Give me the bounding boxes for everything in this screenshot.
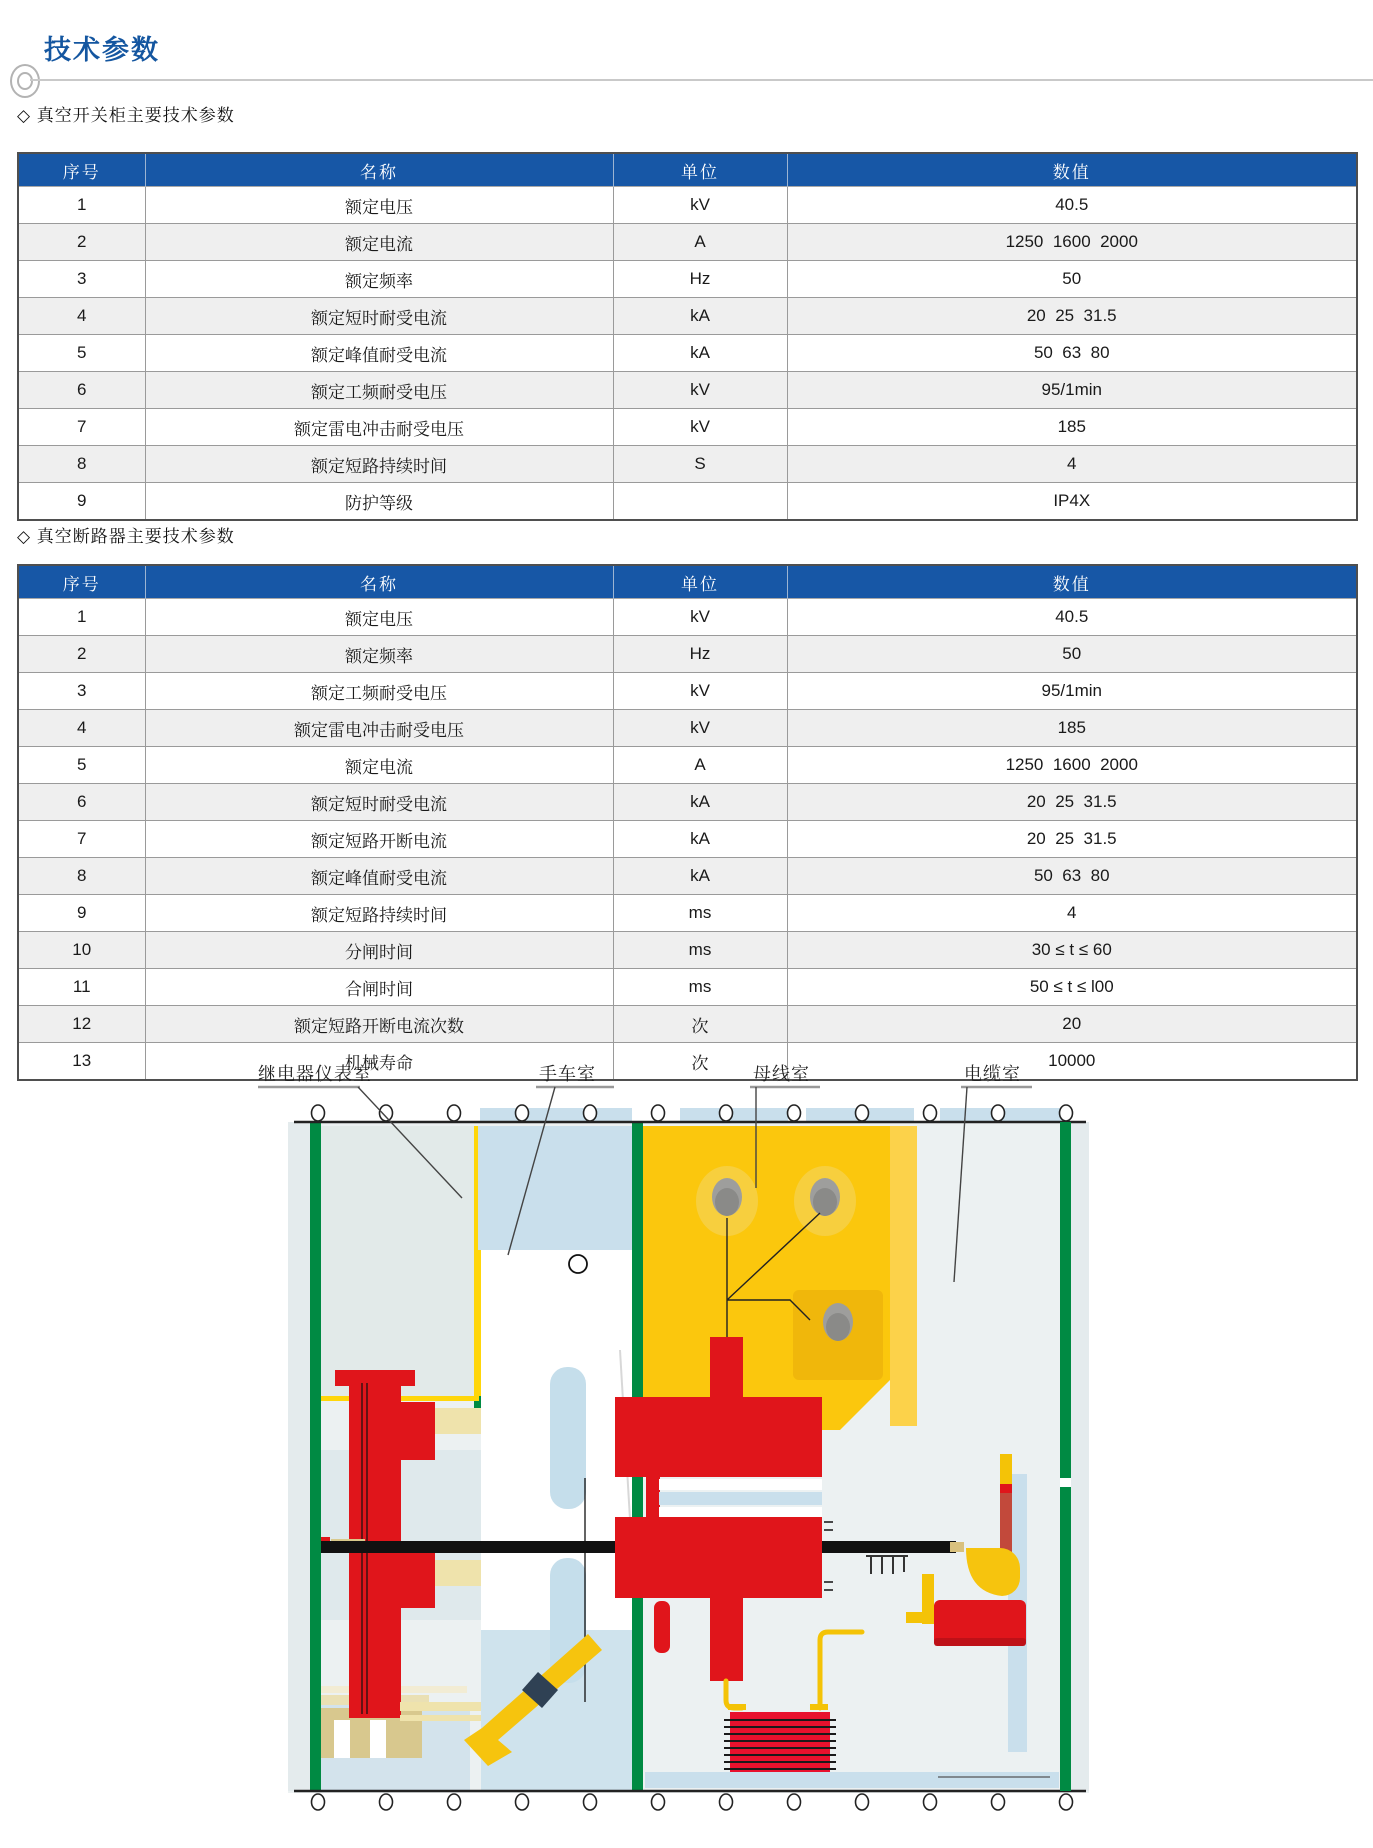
table-cell: 分闸时间 (145, 932, 613, 969)
table-cell: 50 63 80 (787, 335, 1357, 372)
column-header-value: 数值 (787, 565, 1357, 599)
table-cell: ms (613, 969, 787, 1006)
table-cell: 额定短路开断电流次数 (145, 1006, 613, 1043)
table-cell: 10 (18, 932, 145, 969)
left-wall (310, 1122, 321, 1791)
table-cell: 12 (18, 1006, 145, 1043)
table-cell: ms (613, 932, 787, 969)
table-cell: kV (613, 187, 787, 224)
table-cell: 7 (18, 821, 145, 858)
label-handcart-room: 手车室 (539, 1064, 596, 1084)
table-cell: kA (613, 784, 787, 821)
table-row (18, 636, 1357, 673)
table-row (18, 1006, 1357, 1043)
column-header-value: 数值 (787, 153, 1357, 187)
column-header-name: 名称 (145, 565, 613, 599)
label-relay-room: 继电器仪表室 (258, 1064, 372, 1084)
column-header-index: 序号 (18, 153, 145, 187)
table-cell: 95/1min (787, 673, 1357, 710)
table-cell: 额定频率 (145, 636, 613, 673)
decorative-ring-icon (10, 64, 40, 98)
table-cell: 11 (18, 969, 145, 1006)
title-divider (30, 79, 1373, 81)
table-cell: kV (613, 372, 787, 409)
table-row (18, 372, 1357, 409)
table-cell: 4 (18, 710, 145, 747)
switchgear-cross-section-diagram (250, 1050, 1090, 1820)
table-row (18, 858, 1357, 895)
table-cell: 20 (787, 1006, 1357, 1043)
table-cell: 合闸时间 (145, 969, 613, 1006)
table-cell: 4 (787, 446, 1357, 483)
table-row (18, 446, 1357, 483)
table-row (18, 673, 1357, 710)
table-cell: 额定短路持续时间 (145, 895, 613, 932)
table-cell: 4 (787, 895, 1357, 932)
right-wall (1060, 1122, 1071, 1791)
breaker-params-table (17, 564, 1358, 1081)
table-cell: 10000 (787, 1043, 1357, 1081)
table-cell: 50 ≤ t ≤ l00 (787, 969, 1357, 1006)
switchgear-params-table (17, 152, 1358, 521)
bottom-bolt-row (312, 1794, 1073, 1810)
table-cell: 6 (18, 784, 145, 821)
table-cell: 40.5 (787, 187, 1357, 224)
table-cell: 额定电流 (145, 224, 613, 261)
table-row (18, 261, 1357, 298)
column-header-index: 序号 (18, 565, 145, 599)
table-row (18, 821, 1357, 858)
table-cell: 额定雷电冲击耐受电压 (145, 710, 613, 747)
table-cell: kA (613, 821, 787, 858)
table-cell: kA (613, 298, 787, 335)
table-row (18, 710, 1357, 747)
table-cell: kV (613, 599, 787, 636)
table-row (18, 747, 1357, 784)
table-row (18, 932, 1357, 969)
table-cell: 185 (787, 409, 1357, 446)
table-cell: 4 (18, 298, 145, 335)
table-cell: 13 (18, 1043, 145, 1081)
table-cell: 额定短路持续时间 (145, 446, 613, 483)
table-cell: kA (613, 335, 787, 372)
table-row (18, 187, 1357, 224)
table-cell: 额定电压 (145, 599, 613, 636)
table-header-row (18, 153, 1357, 187)
table-row (18, 784, 1357, 821)
table-cell: A (613, 747, 787, 784)
table-cell: 30 ≤ t ≤ 60 (787, 932, 1357, 969)
table-cell: 20 25 31.5 (787, 784, 1357, 821)
table-cell (613, 483, 787, 521)
table-cell: 50 (787, 636, 1357, 673)
table-row (18, 599, 1357, 636)
table-cell: 50 (787, 261, 1357, 298)
table-row (18, 969, 1357, 1006)
busbar-room (643, 1126, 917, 1430)
table-cell: IP4X (787, 483, 1357, 521)
table-cell: 2 (18, 224, 145, 261)
table-cell: kV (613, 673, 787, 710)
table-cell: 20 25 31.5 (787, 298, 1357, 335)
table-cell: 1 (18, 187, 145, 224)
table-cell: 5 (18, 747, 145, 784)
table-cell: 8 (18, 858, 145, 895)
table-cell: S (613, 446, 787, 483)
table-cell: 1 (18, 599, 145, 636)
table-row (18, 409, 1357, 446)
table-row (18, 483, 1357, 521)
table-cell: 9 (18, 895, 145, 932)
table-cell: 次 (613, 1006, 787, 1043)
table-row (18, 895, 1357, 932)
inspection-hole (569, 1255, 587, 1273)
table-cell: 8 (18, 446, 145, 483)
table-header-row (18, 565, 1357, 599)
table-cell: 机械寿命 (145, 1043, 613, 1081)
table-cell: 1250 1600 2000 (787, 747, 1357, 784)
table-cell: 次 (613, 1043, 787, 1081)
table-cell: 40.5 (787, 599, 1357, 636)
table-cell: Hz (613, 636, 787, 673)
table-cell: 防护等级 (145, 483, 613, 521)
table-cell: 额定工频耐受电压 (145, 372, 613, 409)
table-cell: 3 (18, 673, 145, 710)
table-cell: 50 63 80 (787, 858, 1357, 895)
table-cell: 5 (18, 335, 145, 372)
table-cell: 7 (18, 409, 145, 446)
column-header-name: 名称 (145, 153, 613, 187)
label-cable-room: 电缆室 (964, 1064, 1021, 1084)
column-header-unit: 单位 (613, 565, 787, 599)
table-cell: 185 (787, 710, 1357, 747)
table-row (18, 298, 1357, 335)
table-cell: 3 (18, 261, 145, 298)
table-row (18, 224, 1357, 261)
table-cell: 额定电流 (145, 747, 613, 784)
drive-shaft-right (822, 1541, 956, 1553)
table-cell: 额定工频耐受电压 (145, 673, 613, 710)
column-header-unit: 单位 (613, 153, 787, 187)
table-cell: 额定短路开断电流 (145, 821, 613, 858)
table-cell: kA (613, 858, 787, 895)
table-cell: 额定峰值耐受电流 (145, 335, 613, 372)
table-cell: 额定雷电冲击耐受电压 (145, 409, 613, 446)
table-cell: 额定频率 (145, 261, 613, 298)
table-cell: 6 (18, 372, 145, 409)
label-busbar-room: 母线室 (753, 1064, 810, 1084)
table-cell: 9 (18, 483, 145, 521)
table-cell: ms (613, 895, 787, 932)
page-title: 技术参数 (44, 35, 160, 65)
table-cell: 1250 1600 2000 (787, 224, 1357, 261)
table-cell: 额定短时耐受电流 (145, 784, 613, 821)
table-cell: 额定峰值耐受电流 (145, 858, 613, 895)
table-cell: 2 (18, 636, 145, 673)
section-heading-switchgear: ◇ 真空开关柜主要技术参数 (17, 106, 235, 125)
table-cell: 额定电压 (145, 187, 613, 224)
table-cell: 20 25 31.5 (787, 821, 1357, 858)
table-cell: kV (613, 710, 787, 747)
drive-shaft (317, 1541, 615, 1553)
table-cell: kV (613, 409, 787, 446)
table-cell: Hz (613, 261, 787, 298)
table-row (18, 335, 1357, 372)
table-cell: A (613, 224, 787, 261)
handcart-room (464, 1126, 633, 1791)
section-heading-breaker: ◇ 真空断路器主要技术参数 (17, 527, 235, 546)
table-cell: 额定短时耐受电流 (145, 298, 613, 335)
table-cell: 95/1min (787, 372, 1357, 409)
